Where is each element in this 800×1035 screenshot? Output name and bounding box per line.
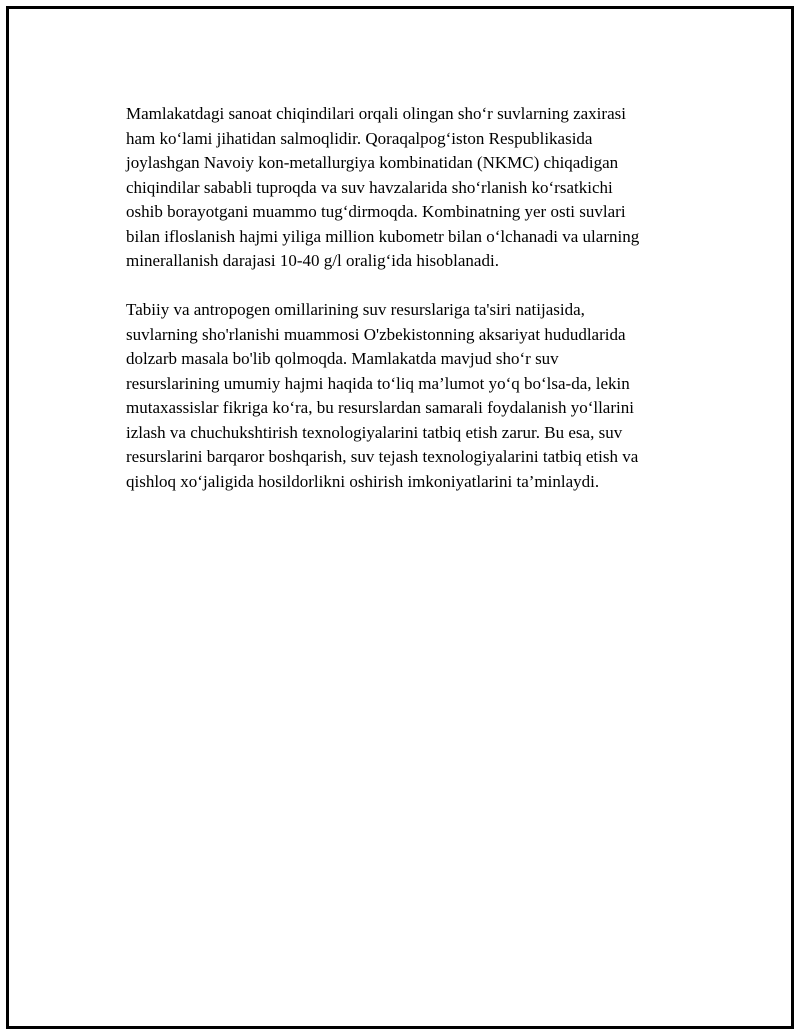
text-line: resurslarini barqaror boshqarish, suv tejash texnologiyalarini tatbiq etish va [126,447,639,466]
text-line: resurslarining umumiy hajmi haqida to‘liq ma’lumot yo‘q bo‘lsa-da, lekin [126,373,630,393]
text-line: qishloq xo‘jaligida hosildorlikni oshirish imkoniyatlarini ta’minlaydi. [126,471,600,491]
text-line: dolzarb masala bo'lib qolmoqda. Mamlakatda mavjud sho‘r suv [126,349,559,368]
paragraph-2 [126,298,696,494]
text-line: Tabiiy va antropogen omillarining suv resurslariga ta'siri natijasida, [126,300,585,319]
text-line: minerallanish darajasi 10-40 g/l oralig‘ida hisoblanadi. [126,251,499,270]
text-line: bilan ifloslanish hajmi yiliga million kubometr bilan o‘lchanadi va ularning [126,226,640,246]
text-line: oshib borayotgani muammo tug‘dirmoqda. Kombinatning yer osti suvlari [126,202,626,221]
text-line: suvlarning sho'rlanishi muammosi O'zbekistonning aksariyat hududlarida [126,324,626,344]
document-body [126,102,696,519]
text-line: joylashgan Navoiy kon-metallurgiya kombinatidan (NKMC) chiqadigan [126,153,619,172]
paragraph-1 [126,102,696,274]
text-line: ham ko‘lami jihatidan salmoqlidir. Qoraqalpog‘iston Respublikasida [126,128,593,148]
text-line: Mamlakatdagi sanoat chiqindilari orqali olingan sho‘r suvlarning zaxirasi [126,104,626,123]
text-line: izlash va chuchukshtirish texnologiyalarini tatbiq etish zarur. Bu esa, suv [126,422,623,442]
page-border [6,6,794,1029]
text-line: mutaxassislar fikriga ko‘ra, bu resurslardan samarali foydalanish yo‘llarini [126,398,634,417]
text-line: chiqindilar sababli tuproqda va suv havzalarida sho‘rlanish ko‘rsatkichi [126,177,613,197]
